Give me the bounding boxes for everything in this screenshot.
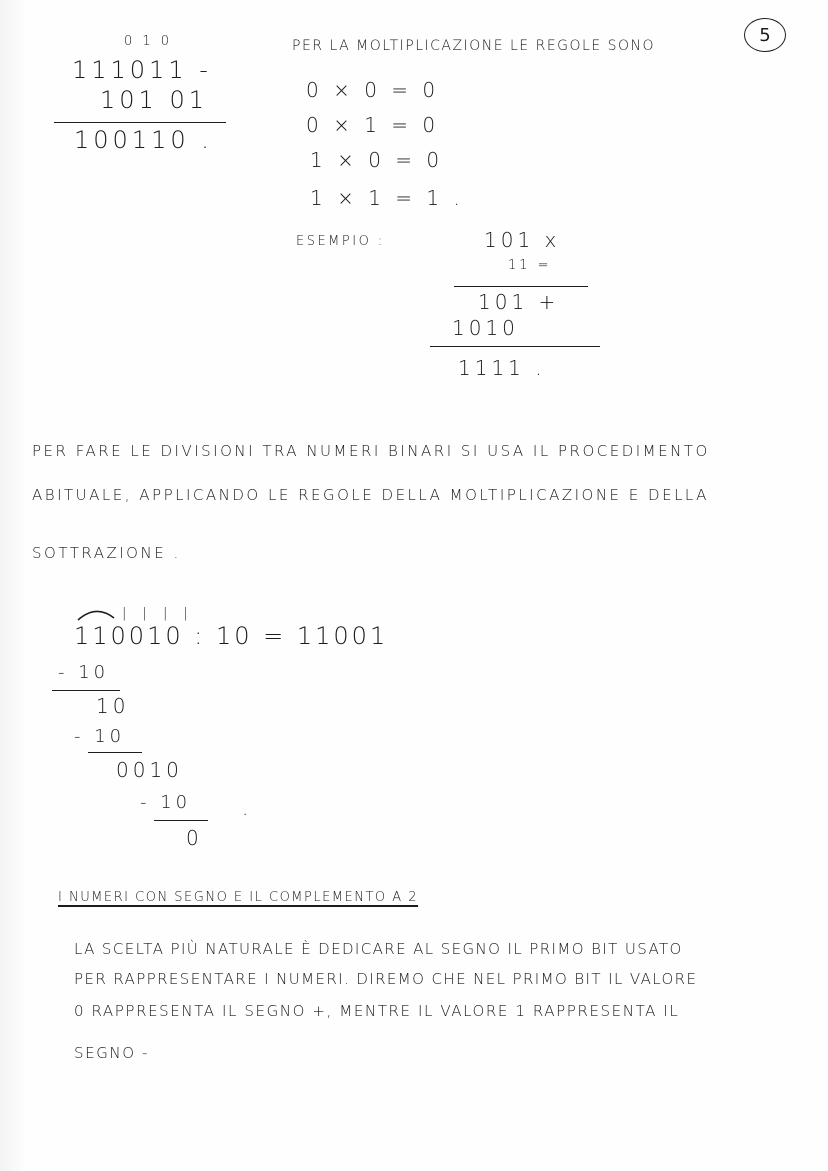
- division-step-4: 0010: [116, 758, 183, 782]
- division-step-2: 10: [96, 694, 130, 718]
- division-dot: .: [242, 796, 253, 820]
- multiplication-rule-2: 0 × 1 = 0: [306, 113, 440, 137]
- division-step-5: - 10: [140, 792, 192, 813]
- example-multiplicand: 101 x: [484, 228, 561, 252]
- multiplication-rule-4: 1 × 1 = 1 .: [310, 186, 464, 210]
- signed-text-line-2: PER RAPPRESENTARE I NUMERI. DIREMO CHE NEL PRIMO BIT IL VALORE: [74, 970, 698, 988]
- multiplication-rule-3: 1 × 0 = 0: [310, 148, 444, 172]
- example-partial-2: 1010: [452, 316, 519, 340]
- division-rule-3: [154, 820, 208, 821]
- page-number-text: 5: [759, 24, 771, 46]
- division-marks: | | | |: [122, 606, 194, 621]
- division-text-line-1: PER FARE LE DIVISIONI TRA NUMERI BINARI SI USA IL PROCEDIMENTO: [32, 442, 710, 460]
- division-step-1: - 10: [58, 662, 110, 683]
- subtraction-rule: [54, 122, 226, 123]
- signed-section-title: I NUMERI CON SEGNO E IL COMPLEMENTO A 2: [58, 890, 419, 905]
- example-rule-1: [454, 286, 588, 287]
- division-rule-1: [52, 690, 120, 691]
- signed-text-line-1: LA SCELTA PIÙ NATURALE È DEDICARE AL SEGNO IL PRIMO BIT USATO: [74, 940, 683, 958]
- signed-text-line-4: SEGNO -: [74, 1044, 150, 1062]
- division-step-6: 0: [186, 826, 203, 850]
- page-number: [744, 18, 786, 52]
- example-multiplier: 11 =: [508, 258, 552, 273]
- division-step-3: - 10: [74, 726, 126, 747]
- multiplication-heading: PER LA MOLTIPLICAZIONE LE REGOLE SONO: [292, 38, 656, 54]
- example-label: ESEMPIO :: [296, 234, 385, 249]
- page-edge-shadow: [0, 0, 26, 1171]
- example-partial-1: 101 +: [478, 290, 560, 314]
- division-equation: 110010 : 10 = 11001: [74, 622, 389, 650]
- multiplication-rule-1: 0 × 0 = 0: [306, 78, 440, 102]
- example-rule-2: [430, 346, 600, 347]
- division-text-line-2: ABITUALE, APPLICANDO LE REGOLE DELLA MOLTIPLICAZIONE E DELLA: [32, 486, 709, 504]
- subtraction-minuend: 111011 -: [72, 56, 212, 84]
- example-result: 1111 .: [458, 356, 546, 380]
- division-arc: [76, 604, 116, 624]
- division-text-line-3: SOTTRAZIONE .: [32, 544, 181, 562]
- signed-text-line-3: 0 RAPPRESENTA IL SEGNO +, MENTRE IL VALORE 1 RAPPRESENTA IL: [74, 1002, 680, 1020]
- division-rule-2: [88, 752, 142, 753]
- subtraction-borrow: 0 1 0: [124, 34, 173, 49]
- subtraction-subtrahend: 101 01: [100, 86, 208, 114]
- subtraction-result: 100110 .: [74, 126, 213, 154]
